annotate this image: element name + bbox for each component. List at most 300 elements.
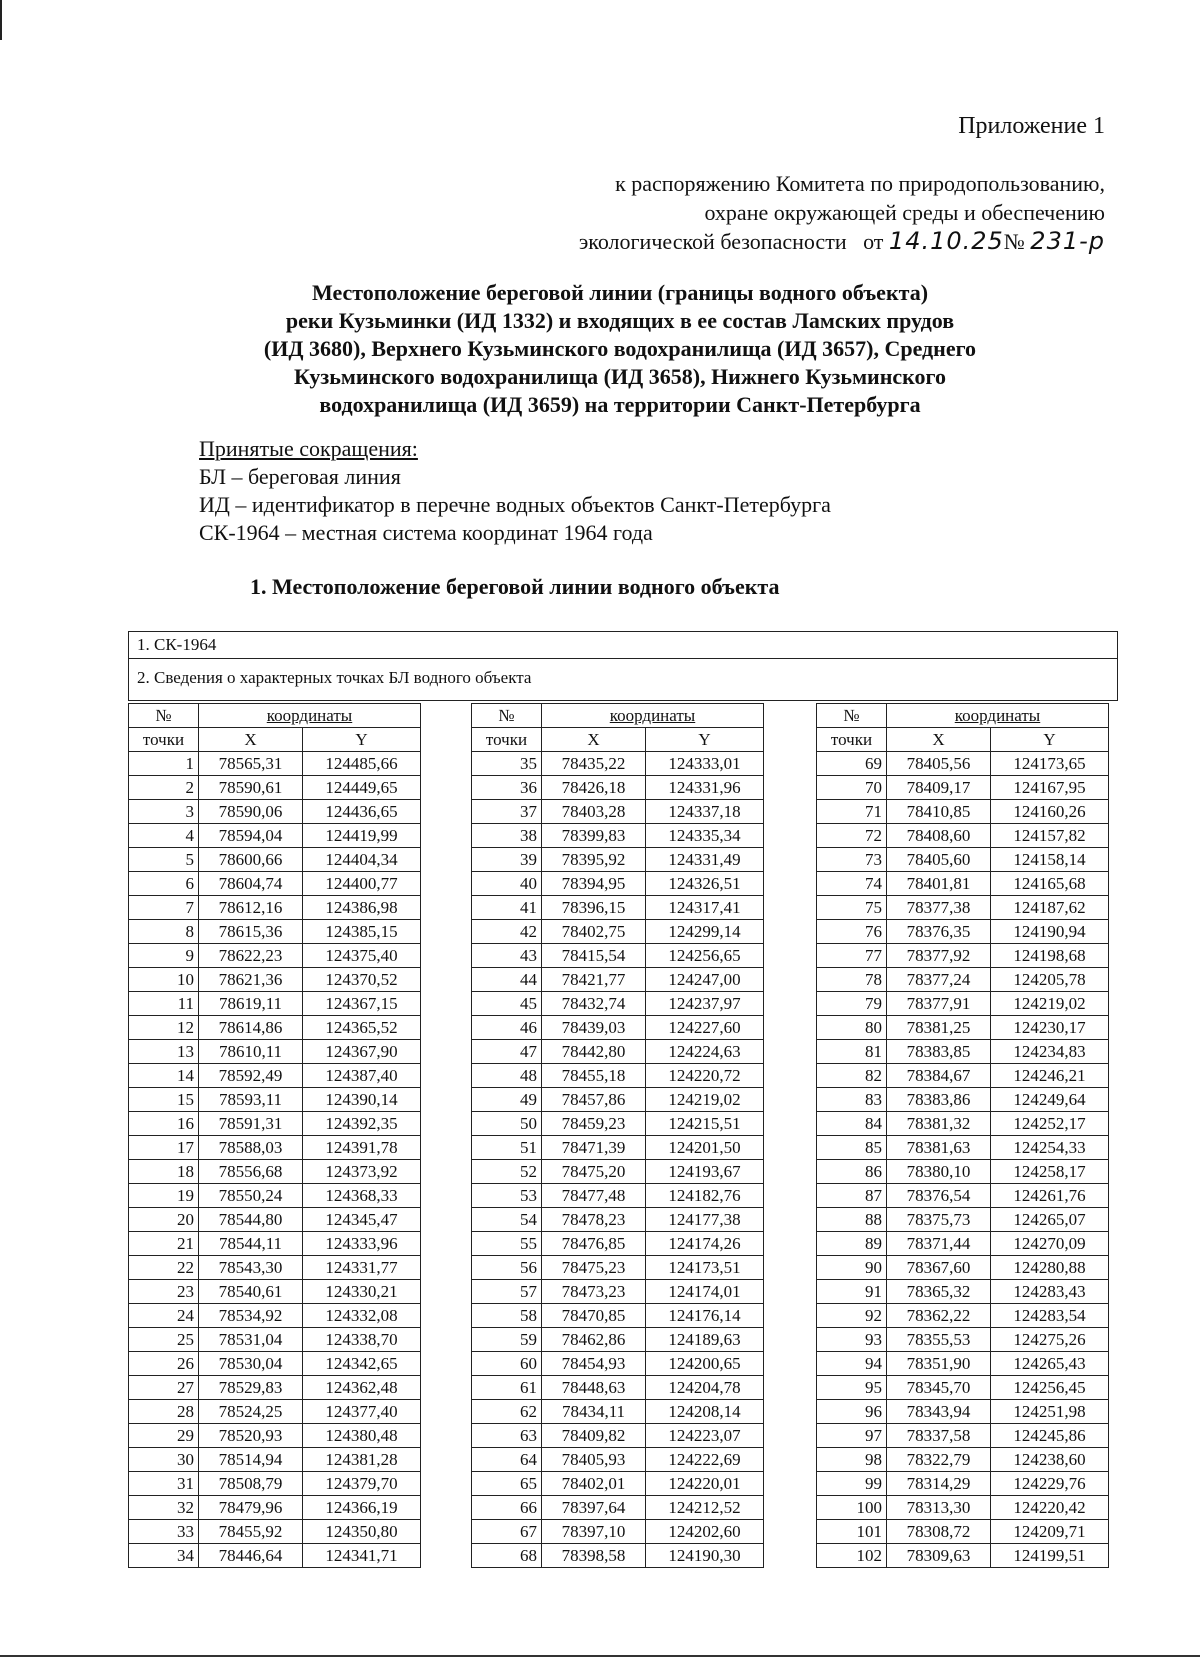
point-number: 46 <box>472 1016 542 1040</box>
point-number: 94 <box>817 1352 887 1376</box>
table-row <box>472 1232 764 1256</box>
x-coordinate: 78399,83 <box>542 824 646 848</box>
point-number: 16 <box>129 1112 199 1136</box>
x-coordinate: 78600,66 <box>199 848 303 872</box>
x-coordinate: 78475,23 <box>542 1256 646 1280</box>
y-coordinate: 124237,97 <box>646 992 764 1016</box>
table-header-row <box>472 704 764 728</box>
point-number: 82 <box>817 1064 887 1088</box>
y-coordinate: 124283,43 <box>991 1280 1109 1304</box>
table-row <box>817 800 1109 824</box>
y-coordinate: 124380,48 <box>303 1424 421 1448</box>
table-row <box>817 1256 1109 1280</box>
point-number: 39 <box>472 848 542 872</box>
x-coordinate: 78508,79 <box>199 1472 303 1496</box>
point-number: 10 <box>129 968 199 992</box>
point-number: 32 <box>129 1496 199 1520</box>
y-coordinate: 124202,60 <box>646 1520 764 1544</box>
table-row <box>129 1280 421 1304</box>
y-coordinate: 124270,09 <box>991 1232 1109 1256</box>
table-row <box>472 1088 764 1112</box>
table-row <box>472 920 764 944</box>
y-coordinate: 124193,67 <box>646 1160 764 1184</box>
x-coordinate: 78476,85 <box>542 1232 646 1256</box>
x-coordinate: 78381,32 <box>887 1112 991 1136</box>
point-number: 3 <box>129 800 199 824</box>
y-coordinate: 124219,02 <box>991 992 1109 1016</box>
point-number: 20 <box>129 1208 199 1232</box>
point-number: 1 <box>129 752 199 776</box>
point-number: 22 <box>129 1256 199 1280</box>
table-row <box>817 1088 1109 1112</box>
x-coordinate: 78471,39 <box>542 1136 646 1160</box>
table-row <box>129 1088 421 1112</box>
table-row <box>472 1328 764 1352</box>
point-number: 11 <box>129 992 199 1016</box>
table-row <box>472 800 764 824</box>
handwritten-number: 231-р <box>1030 227 1105 255</box>
header-num: № <box>129 704 199 728</box>
x-coordinate: 78604,74 <box>199 872 303 896</box>
table-row <box>129 1208 421 1232</box>
table-subheader-row <box>472 728 764 752</box>
point-number: 56 <box>472 1256 542 1280</box>
point-number: 37 <box>472 800 542 824</box>
table-row <box>817 1280 1109 1304</box>
x-coordinate: 78396,15 <box>542 896 646 920</box>
abbreviation-item: СК-1964 – местная система координат 1964 года <box>199 520 653 545</box>
scan-bottom-line <box>0 1655 1200 1657</box>
table-row <box>129 776 421 800</box>
table-row <box>817 1400 1109 1424</box>
x-coordinate: 78405,60 <box>887 848 991 872</box>
point-number: 7 <box>129 896 199 920</box>
x-coordinate: 78377,91 <box>887 992 991 1016</box>
x-coordinate: 78367,60 <box>887 1256 991 1280</box>
x-coordinate: 78380,10 <box>887 1160 991 1184</box>
title-line-3: (ИД 3680), Верхнего Кузьминского водохранилища (ИД 3657), Среднего <box>263 336 977 361</box>
y-coordinate: 124341,71 <box>303 1544 421 1568</box>
point-number: 25 <box>129 1328 199 1352</box>
x-coordinate: 78593,11 <box>199 1088 303 1112</box>
scan-edge-mark <box>0 0 2 40</box>
x-coordinate: 78403,28 <box>542 800 646 824</box>
y-coordinate: 124219,02 <box>646 1088 764 1112</box>
header-y: Y <box>646 728 764 752</box>
coordinates-table-2 <box>471 703 764 1568</box>
point-number: 33 <box>129 1520 199 1544</box>
table-row <box>129 896 421 920</box>
y-coordinate: 124391,78 <box>303 1136 421 1160</box>
table-row <box>129 1112 421 1136</box>
y-coordinate: 124338,70 <box>303 1328 421 1352</box>
point-number: 5 <box>129 848 199 872</box>
table-row <box>472 1160 764 1184</box>
point-number: 17 <box>129 1136 199 1160</box>
y-coordinate: 124190,94 <box>991 920 1109 944</box>
x-coordinate: 78355,53 <box>887 1328 991 1352</box>
x-coordinate: 78402,75 <box>542 920 646 944</box>
point-number: 28 <box>129 1400 199 1424</box>
x-coordinate: 78619,11 <box>199 992 303 1016</box>
table-row <box>129 1448 421 1472</box>
table-row <box>817 1064 1109 1088</box>
table-row <box>129 1424 421 1448</box>
x-coordinate: 78377,24 <box>887 968 991 992</box>
table-row <box>472 1280 764 1304</box>
table-row <box>817 1112 1109 1136</box>
table-row <box>817 824 1109 848</box>
point-number: 78 <box>817 968 887 992</box>
point-number: 15 <box>129 1088 199 1112</box>
x-coordinate: 78377,38 <box>887 896 991 920</box>
y-coordinate: 124173,65 <box>991 752 1109 776</box>
point-number: 83 <box>817 1088 887 1112</box>
y-coordinate: 124331,96 <box>646 776 764 800</box>
x-coordinate: 78405,93 <box>542 1448 646 1472</box>
abbreviations-heading: Принятые сокращения: <box>199 436 418 461</box>
point-number: 52 <box>472 1160 542 1184</box>
point-number: 88 <box>817 1208 887 1232</box>
y-coordinate: 124370,52 <box>303 968 421 992</box>
y-coordinate: 124299,14 <box>646 920 764 944</box>
y-coordinate: 124381,28 <box>303 1448 421 1472</box>
point-number: 77 <box>817 944 887 968</box>
x-coordinate: 78439,03 <box>542 1016 646 1040</box>
table-row <box>129 848 421 872</box>
x-coordinate: 78462,86 <box>542 1328 646 1352</box>
table-row <box>129 1352 421 1376</box>
y-coordinate: 124220,01 <box>646 1472 764 1496</box>
x-coordinate: 78365,32 <box>887 1280 991 1304</box>
x-coordinate: 78590,06 <box>199 800 303 824</box>
point-number: 12 <box>129 1016 199 1040</box>
point-number: 29 <box>129 1424 199 1448</box>
table-row <box>472 1208 764 1232</box>
header-point: точки <box>129 728 199 752</box>
y-coordinate: 124330,21 <box>303 1280 421 1304</box>
x-coordinate: 78479,96 <box>199 1496 303 1520</box>
table-row <box>129 1472 421 1496</box>
handwritten-date: 14.10.25 <box>888 227 1004 255</box>
point-number: 76 <box>817 920 887 944</box>
table-row <box>129 800 421 824</box>
x-coordinate: 78322,79 <box>887 1448 991 1472</box>
section-title: 1. Местоположение береговой линии водного объекта <box>250 574 780 599</box>
y-coordinate: 124256,45 <box>991 1376 1109 1400</box>
x-coordinate: 78455,92 <box>199 1520 303 1544</box>
point-number: 90 <box>817 1256 887 1280</box>
table-row <box>472 1136 764 1160</box>
x-coordinate: 78434,11 <box>542 1400 646 1424</box>
y-coordinate: 124190,30 <box>646 1544 764 1568</box>
point-number: 71 <box>817 800 887 824</box>
table-row <box>129 992 421 1016</box>
y-coordinate: 124367,15 <box>303 992 421 1016</box>
header-point: точки <box>817 728 887 752</box>
order-line-3-text: экологической безопасности <box>578 229 847 254</box>
y-coordinate: 124222,69 <box>646 1448 764 1472</box>
header-x: X <box>199 728 303 752</box>
point-number: 58 <box>472 1304 542 1328</box>
point-number: 41 <box>472 896 542 920</box>
point-number: 23 <box>129 1280 199 1304</box>
header-y: Y <box>303 728 421 752</box>
table-row <box>129 1064 421 1088</box>
y-coordinate: 124375,40 <box>303 944 421 968</box>
x-coordinate: 78405,56 <box>887 752 991 776</box>
point-number: 21 <box>129 1232 199 1256</box>
table-subheader-row <box>817 728 1109 752</box>
y-coordinate: 124220,72 <box>646 1064 764 1088</box>
y-coordinate: 124337,18 <box>646 800 764 824</box>
table-row <box>129 1520 421 1544</box>
y-coordinate: 124368,33 <box>303 1184 421 1208</box>
x-coordinate: 78383,85 <box>887 1040 991 1064</box>
point-number: 47 <box>472 1040 542 1064</box>
y-coordinate: 124317,41 <box>646 896 764 920</box>
x-coordinate: 78590,61 <box>199 776 303 800</box>
point-number: 43 <box>472 944 542 968</box>
x-coordinate: 78395,92 <box>542 848 646 872</box>
x-coordinate: 78345,70 <box>887 1376 991 1400</box>
y-coordinate: 124215,51 <box>646 1112 764 1136</box>
point-number: 36 <box>472 776 542 800</box>
y-coordinate: 124419,99 <box>303 824 421 848</box>
y-coordinate: 124387,40 <box>303 1064 421 1088</box>
x-coordinate: 78421,77 <box>542 968 646 992</box>
point-number: 61 <box>472 1376 542 1400</box>
y-coordinate: 124333,01 <box>646 752 764 776</box>
y-coordinate: 124212,52 <box>646 1496 764 1520</box>
y-coordinate: 124249,64 <box>991 1088 1109 1112</box>
table-row <box>817 752 1109 776</box>
x-coordinate: 78375,73 <box>887 1208 991 1232</box>
y-coordinate: 124333,96 <box>303 1232 421 1256</box>
point-number: 84 <box>817 1112 887 1136</box>
y-coordinate: 124385,15 <box>303 920 421 944</box>
x-coordinate: 78615,36 <box>199 920 303 944</box>
point-number: 24 <box>129 1304 199 1328</box>
table-row <box>817 992 1109 1016</box>
document-title <box>240 279 1000 419</box>
header-y: Y <box>991 728 1109 752</box>
title-line-4: Кузьминского водохранилища (ИД 3658), Нижнего Кузьминского <box>294 364 946 389</box>
table-row <box>129 1256 421 1280</box>
header-num: № <box>817 704 887 728</box>
point-number: 48 <box>472 1064 542 1088</box>
y-coordinate: 124377,40 <box>303 1400 421 1424</box>
point-number: 93 <box>817 1328 887 1352</box>
table-row <box>129 1496 421 1520</box>
y-coordinate: 124485,66 <box>303 752 421 776</box>
y-coordinate: 124189,63 <box>646 1328 764 1352</box>
x-coordinate: 78477,48 <box>542 1184 646 1208</box>
table-row <box>472 824 764 848</box>
y-coordinate: 124158,14 <box>991 848 1109 872</box>
point-number: 18 <box>129 1160 199 1184</box>
y-coordinate: 124436,65 <box>303 800 421 824</box>
point-number: 50 <box>472 1112 542 1136</box>
x-coordinate: 78398,58 <box>542 1544 646 1568</box>
point-number: 8 <box>129 920 199 944</box>
y-coordinate: 124362,48 <box>303 1376 421 1400</box>
point-number: 102 <box>817 1544 887 1568</box>
coordinates-table-1 <box>128 703 421 1568</box>
header-x: X <box>542 728 646 752</box>
abbreviation-item: БЛ – береговая линия <box>199 464 401 489</box>
title-line-5: водохранилища (ИД 3659) на территории Санкт-Петербурга <box>319 392 921 417</box>
x-coordinate: 78531,04 <box>199 1328 303 1352</box>
table-row <box>817 1496 1109 1520</box>
y-coordinate: 124400,77 <box>303 872 421 896</box>
x-coordinate: 78337,58 <box>887 1424 991 1448</box>
order-reference <box>579 169 1105 256</box>
x-coordinate: 78588,03 <box>199 1136 303 1160</box>
x-coordinate: 78459,23 <box>542 1112 646 1136</box>
x-coordinate: 78426,18 <box>542 776 646 800</box>
table-row <box>472 896 764 920</box>
point-number: 67 <box>472 1520 542 1544</box>
table-subheader-row <box>129 728 421 752</box>
table-header-row <box>129 704 421 728</box>
table-row <box>817 1232 1109 1256</box>
y-coordinate: 124245,86 <box>991 1424 1109 1448</box>
point-number: 81 <box>817 1040 887 1064</box>
y-coordinate: 124366,19 <box>303 1496 421 1520</box>
x-coordinate: 78621,36 <box>199 968 303 992</box>
x-coordinate: 78455,18 <box>542 1064 646 1088</box>
table-row <box>817 776 1109 800</box>
x-coordinate: 78543,30 <box>199 1256 303 1280</box>
x-coordinate: 78402,01 <box>542 1472 646 1496</box>
table-row <box>472 1400 764 1424</box>
x-coordinate: 78478,23 <box>542 1208 646 1232</box>
point-number: 14 <box>129 1064 199 1088</box>
point-number: 9 <box>129 944 199 968</box>
y-coordinate: 124332,08 <box>303 1304 421 1328</box>
x-coordinate: 78544,80 <box>199 1208 303 1232</box>
x-coordinate: 78442,80 <box>542 1040 646 1064</box>
point-number: 44 <box>472 968 542 992</box>
table-row <box>817 896 1109 920</box>
y-coordinate: 124157,82 <box>991 824 1109 848</box>
x-coordinate: 78435,22 <box>542 752 646 776</box>
table-row <box>129 1136 421 1160</box>
x-coordinate: 78622,23 <box>199 944 303 968</box>
y-coordinate: 124258,17 <box>991 1160 1109 1184</box>
table-row <box>817 1352 1109 1376</box>
y-coordinate: 124227,60 <box>646 1016 764 1040</box>
point-number: 35 <box>472 752 542 776</box>
point-number: 69 <box>817 752 887 776</box>
point-number: 45 <box>472 992 542 1016</box>
table-row <box>817 1040 1109 1064</box>
point-number: 27 <box>129 1376 199 1400</box>
coordinates-table-3 <box>816 703 1109 1568</box>
x-coordinate: 78544,11 <box>199 1232 303 1256</box>
x-coordinate: 78612,16 <box>199 896 303 920</box>
point-number: 75 <box>817 896 887 920</box>
y-coordinate: 124198,68 <box>991 944 1109 968</box>
y-coordinate: 124174,01 <box>646 1280 764 1304</box>
table-row <box>129 824 421 848</box>
table-row <box>472 1184 764 1208</box>
x-coordinate: 78409,17 <box>887 776 991 800</box>
x-coordinate: 78381,25 <box>887 1016 991 1040</box>
title-line-2: реки Кузьминки (ИД 1332) и входящих в ее состав Ламских прудов <box>285 308 955 333</box>
point-number: 13 <box>129 1040 199 1064</box>
point-number: 26 <box>129 1352 199 1376</box>
y-coordinate: 124160,26 <box>991 800 1109 824</box>
x-coordinate: 78457,86 <box>542 1088 646 1112</box>
x-coordinate: 78409,82 <box>542 1424 646 1448</box>
table-row <box>129 1184 421 1208</box>
point-number: 64 <box>472 1448 542 1472</box>
y-coordinate: 124265,07 <box>991 1208 1109 1232</box>
table-row <box>129 1304 421 1328</box>
x-coordinate: 78594,04 <box>199 824 303 848</box>
point-number: 6 <box>129 872 199 896</box>
coordinate-system-row: 1. СК-1964 <box>128 631 1118 659</box>
table-row <box>817 848 1109 872</box>
y-coordinate: 124246,21 <box>991 1064 1109 1088</box>
y-coordinate: 124176,14 <box>646 1304 764 1328</box>
x-coordinate: 78556,68 <box>199 1160 303 1184</box>
header-coords: координаты <box>199 704 421 728</box>
x-coordinate: 78614,86 <box>199 1016 303 1040</box>
x-coordinate: 78446,64 <box>199 1544 303 1568</box>
y-coordinate: 124386,98 <box>303 896 421 920</box>
point-number: 91 <box>817 1280 887 1304</box>
table-row <box>129 1544 421 1568</box>
coordinates-frame <box>128 631 1118 701</box>
x-coordinate: 78383,86 <box>887 1088 991 1112</box>
y-coordinate: 124283,54 <box>991 1304 1109 1328</box>
y-coordinate: 124345,47 <box>303 1208 421 1232</box>
point-number: 73 <box>817 848 887 872</box>
y-coordinate: 124187,62 <box>991 896 1109 920</box>
x-coordinate: 78591,31 <box>199 1112 303 1136</box>
point-number: 79 <box>817 992 887 1016</box>
table-row <box>817 1136 1109 1160</box>
x-coordinate: 78550,24 <box>199 1184 303 1208</box>
table-row <box>817 1376 1109 1400</box>
point-number: 40 <box>472 872 542 896</box>
table-row <box>817 1448 1109 1472</box>
x-coordinate: 78454,93 <box>542 1352 646 1376</box>
header-x: X <box>887 728 991 752</box>
table-row <box>129 1232 421 1256</box>
y-coordinate: 124404,34 <box>303 848 421 872</box>
x-coordinate: 78394,95 <box>542 872 646 896</box>
point-number: 51 <box>472 1136 542 1160</box>
y-coordinate: 124331,49 <box>646 848 764 872</box>
table-row <box>129 1160 421 1184</box>
table-row <box>817 1184 1109 1208</box>
x-coordinate: 78377,92 <box>887 944 991 968</box>
x-coordinate: 78529,83 <box>199 1376 303 1400</box>
y-coordinate: 124247,00 <box>646 968 764 992</box>
point-number: 101 <box>817 1520 887 1544</box>
y-coordinate: 124220,42 <box>991 1496 1109 1520</box>
table-row <box>472 1424 764 1448</box>
point-number: 34 <box>129 1544 199 1568</box>
table-row <box>472 1352 764 1376</box>
header-coords: координаты <box>542 704 764 728</box>
x-coordinate: 78540,61 <box>199 1280 303 1304</box>
point-number: 54 <box>472 1208 542 1232</box>
